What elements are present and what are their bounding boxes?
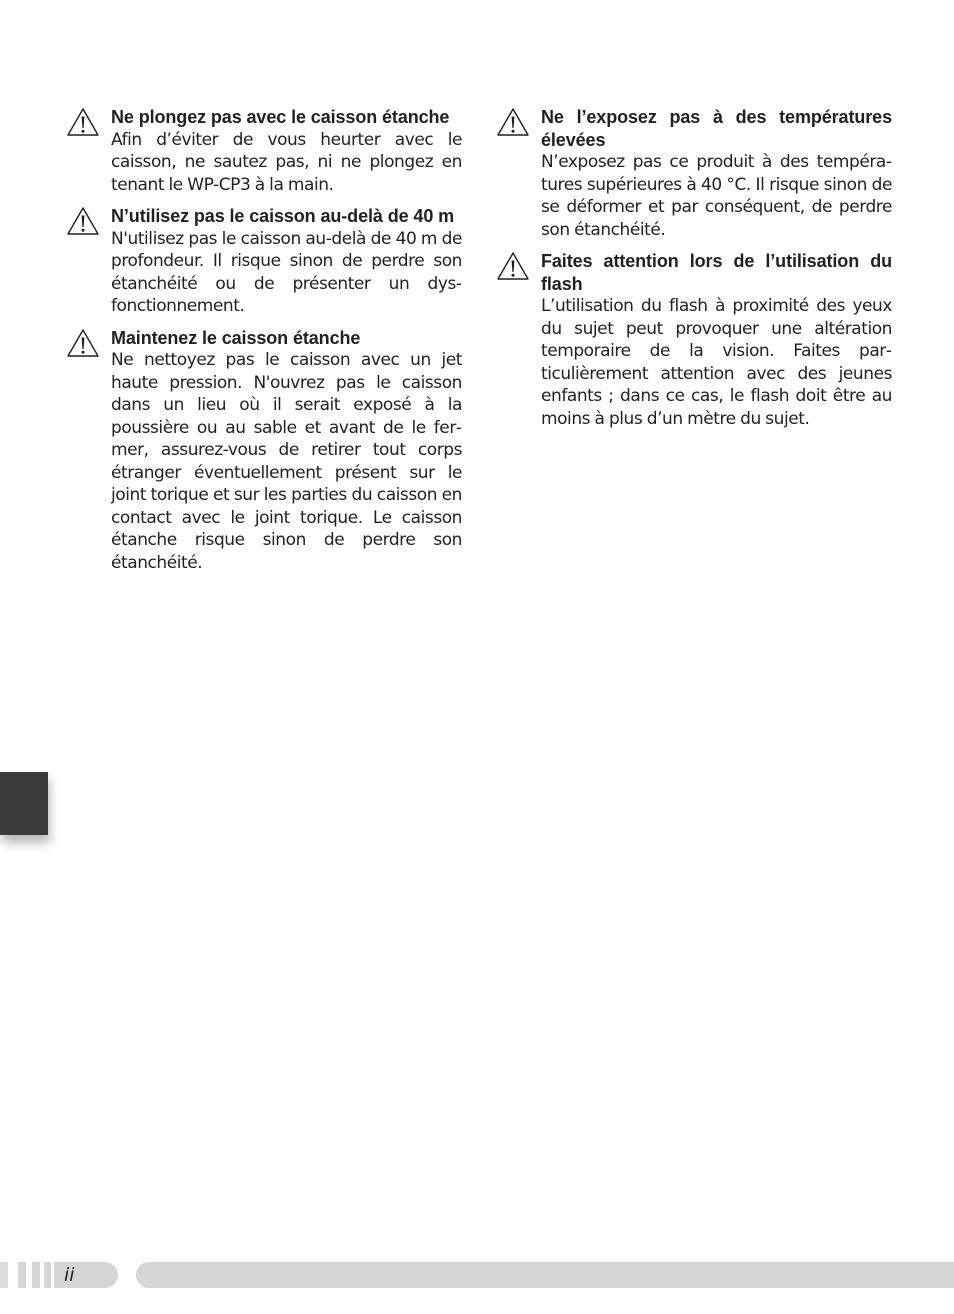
- warning-no-diving: [66, 106, 462, 196]
- warning-triangle-icon: [496, 107, 530, 137]
- warning-title: Maintenez le caisson étanche: [111, 327, 361, 348]
- warning-keep-watertight: [66, 327, 462, 575]
- warning-triangle-icon: [66, 206, 100, 236]
- warning-title: Faites attention lors de l’utilisation du flash: [541, 251, 892, 294]
- footer-decor-bar: [32, 1262, 40, 1288]
- warning-body: N'utilisez pas le caisson au-delà de 40 m de profondeur. Il risque sinon de perdre son étanchéité ou de présenter un dysfonctionnement.: [111, 228, 462, 316]
- warning-triangle-icon: [496, 251, 530, 281]
- side-thumb-tab: [0, 772, 48, 835]
- footer-decor-bar: [44, 1262, 51, 1288]
- footer-long-pill: [136, 1262, 954, 1288]
- footer-decor-bar: [0, 1262, 8, 1288]
- warning-max-depth: [66, 205, 462, 318]
- warning-body: Ne nettoyez pas le caisson avec un jet haute pression. N'ouvrez pas le caisson dans un lieu où il serait exposé à la poussière ou au sable et avant de le fermer, assurez-vous de retirer tout corps étranger éventuellement présent sur le joint torique et sur les parties du caisson en contact avec le joint torique. Le caisson étanche risque sinon de perdre son étanchéité.: [111, 350, 462, 573]
- footer-decor-bar: [18, 1262, 26, 1288]
- warning-triangle-icon: [66, 328, 100, 358]
- left-column: [66, 106, 462, 583]
- warning-body: N’exposez pas ce produit à des températures supérieures à 40 °C. Il risque sinon de se déformer et par conséquent, de perdre son étanchéité.: [541, 152, 892, 240]
- warning-flash-use: [496, 250, 892, 430]
- warning-title: Ne l’exposez pas à des températures élevées: [541, 107, 892, 150]
- warning-title: Ne plongez pas avec le caisson étanche: [111, 107, 450, 127]
- right-column: [496, 106, 892, 439]
- warning-body: Afin d’éviter de vous heurter avec le caisson, ne sautez pas, ni ne plongez en tenant le WP-CP3 à la main.: [111, 129, 462, 195]
- warning-triangle-icon: [66, 107, 100, 137]
- page-number: ii: [64, 1264, 75, 1286]
- warning-title: N’utilisez pas le caisson au-delà de 40 m: [111, 206, 455, 226]
- warning-body: L’utilisation du flash à proximité des yeux du sujet peut provoquer une altération temporaire de la vision. Faites particulièrement attention avec des jeunes enfants ; dans ce cas, le flash doit être au moins à plus d’un mètre du sujet.: [541, 296, 892, 429]
- warning-high-temperature: [496, 106, 892, 241]
